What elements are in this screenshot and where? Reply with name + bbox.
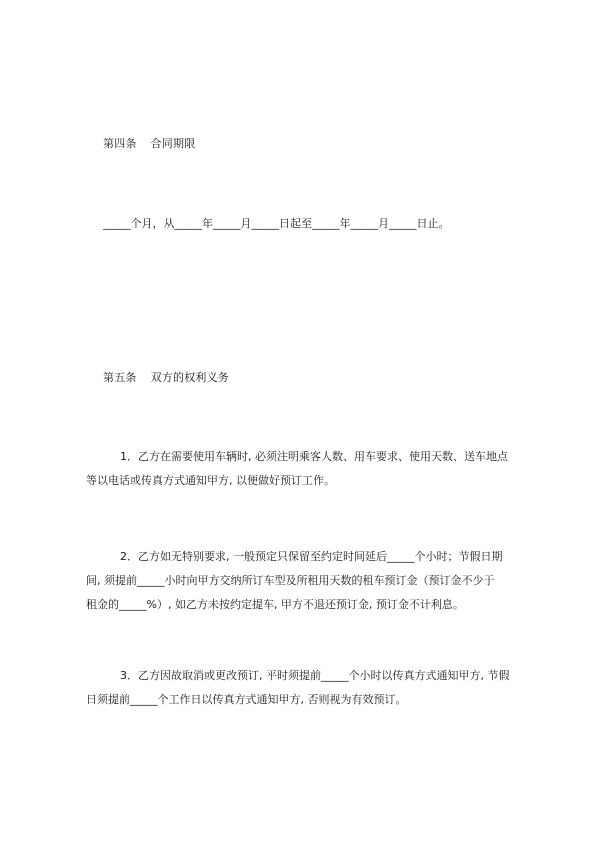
clause-3: [86, 664, 533, 712]
clause-3-line-1: 3．乙方因故取消或更改预订, 平时须提前_____个小时以传真方式通知甲方, 节假: [120, 669, 510, 682]
article-5-title: 双方的权利义务: [150, 371, 230, 384]
article-5-heading: [103, 366, 503, 390]
clause-3-line-2: 日须提前_____个工作日以传真方式通知甲方, 否则视为有效预订。: [86, 693, 407, 706]
clause-1: [86, 445, 533, 493]
clause-1-line-1: 1．乙方在需要使用车辆时, 必须注明乘客人数、用车要求、使用天数、送车地点: [120, 450, 508, 463]
clause-2-line-3: 租金的_____%）, 如乙方未按约定提车, 甲方不退还预订金, 预订金不计利息。: [86, 598, 464, 611]
contract-term-line: _____个月，从_____年_____月_____日起至_____年_____月_____日止。: [103, 217, 450, 230]
clause-2-line-2: 间, 须提前_____小时向甲方交纳所订车型及所租用天数的租车预订金（预订金不少于: [86, 574, 495, 587]
article-4-heading: [103, 132, 503, 156]
clause-1-line-2: 等以电话或传真方式通知甲方, 以便做好预订工作。: [86, 474, 335, 487]
article-4-number: 第四条: [103, 137, 137, 150]
clause-2: [86, 545, 533, 617]
article-5-number: 第五条: [103, 371, 137, 384]
clause-2-line-1: 2．乙方如无特别要求, 一般预定只保留至约定时间延后_____个小时；节假日期: [120, 550, 503, 563]
article-4-title: 合同期限: [150, 137, 196, 150]
